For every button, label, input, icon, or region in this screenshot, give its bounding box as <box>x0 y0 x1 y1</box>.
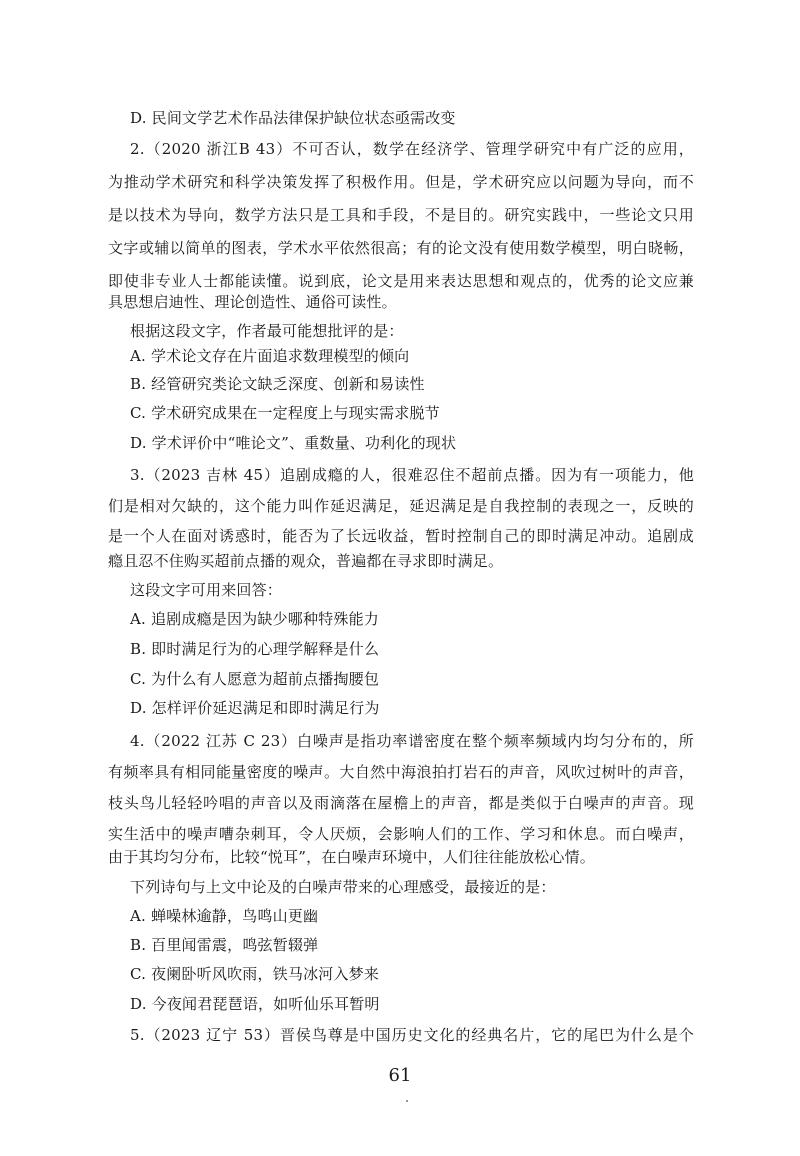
question-prompt: 下列诗句与上文中论及的白噪声带来的心理感受，最接近的是： <box>130 878 556 896</box>
question-2-first-line: 2.（2020 浙江B 43）不可否认，数学在经济学、管理学研究中有广泛的应用， <box>130 140 694 158</box>
option-a: A. 追剧成瘾是因为缺少哪种特殊能力 <box>130 610 379 628</box>
option-a: A. 蝉噪林逾静，鸟鸣山更幽 <box>130 907 319 925</box>
option-b: B. 百里闻雷震，鸣弦暂辍弹 <box>130 936 319 954</box>
question-5-first-line: 5.（2023 辽宁 53）晋侯鸟尊是中国历史文化的经典名片，它的尾巴为什么是个 <box>130 1026 694 1044</box>
paragraph-line: 是以技术为导向，数学方法只是工具和手段，不是目的。研究实践中，一些论文只用 <box>108 206 694 224</box>
option-a: A. 学术论文存在片面追求数理模型的倾向 <box>130 347 410 365</box>
paragraph-line: 是一个人在面对诱惑时，能否为了长远收益，暂时控制自己的即时满足冲动。追剧成 <box>108 527 694 545</box>
paragraph-last-line: 具思想启迪性、理论创造性、通俗可读性。 <box>108 293 397 311</box>
option-c: C. 学术研究成果在一定程度上与现实需求脱节 <box>130 404 440 422</box>
option-b: B. 经管研究类论文缺乏深度、创新和易读性 <box>130 375 425 393</box>
question-prompt: 根据这段文字，作者最可能想批评的是： <box>130 322 404 340</box>
paragraph-last-line: 由于其均匀分布，比较“悦耳”，在白噪声环境中，人们往往能放松心情。 <box>108 848 595 866</box>
option-c: C. 为什么有人愿意为超前点播掏腰包 <box>130 670 380 688</box>
option-c: C. 夜阑卧听风吹雨，铁马冰河入梦来 <box>130 965 380 983</box>
option-line: D. 民间文学艺术作品法律保护缺位状态亟需改变 <box>130 109 456 127</box>
paragraph-line: 枝头鸟儿轻轻吟唱的声音以及雨滴落在屋檐上的声音，都是类似于白噪声的声音。现 <box>108 794 694 812</box>
paragraph-last-line: 瘾且忍不住购买超前点播的观众，普遍都在寻求即时满足。 <box>108 552 504 570</box>
option-d: D. 怎样评价延迟满足和即时满足行为 <box>130 699 380 717</box>
scan-speck <box>406 1100 408 1102</box>
paragraph-line: 文字或辅以简单的图表，学术水平依然很高；有的论文没有使用数学模型，明白晓畅， <box>108 239 694 257</box>
question-3-first-line: 3.（2023 吉林 45）追剧成瘾的人，很难忍住不超前点播。因为有一项能力，他 <box>130 466 694 484</box>
option-b: B. 即时满足行为的心理学解释是什么 <box>130 640 380 658</box>
option-d: D. 今夜闻君琵琶语，如听仙乐耳暂明 <box>130 995 380 1013</box>
question-prompt: 这段文字可用来回答： <box>130 581 283 599</box>
page-number: 61 <box>388 1065 412 1086</box>
paragraph-line: 实生活中的噪声嘈杂刺耳，令人厌烦，会影响人们的工作、学习和休息。而白噪声， <box>108 825 694 843</box>
paragraph-line: 为推动学术研究和科学决策发挥了积极作用。但是，学术研究应以问题为导向，而不 <box>108 173 694 191</box>
option-d: D. 学术评价中“唯论文”、重数量、功利化的现状 <box>130 434 457 452</box>
paragraph-line: 们是相对欠缺的，这个能力叫作延迟满足，延迟满足是自我控制的表现之一，反映的 <box>108 497 694 515</box>
paragraph-line: 有频率具有相同能量密度的噪声。大自然中海浪拍打岩石的声音，风吹过树叶的声音， <box>108 763 694 781</box>
question-4-first-line: 4.（2022 江苏 C 23）白噪声是指功率谱密度在整个频率频域内均匀分布的，所 <box>130 732 694 750</box>
paragraph-line: 即使非专业人士都能读懂。说到底，论文是用来表达思想和观点的，优秀的论文应兼 <box>108 272 694 290</box>
